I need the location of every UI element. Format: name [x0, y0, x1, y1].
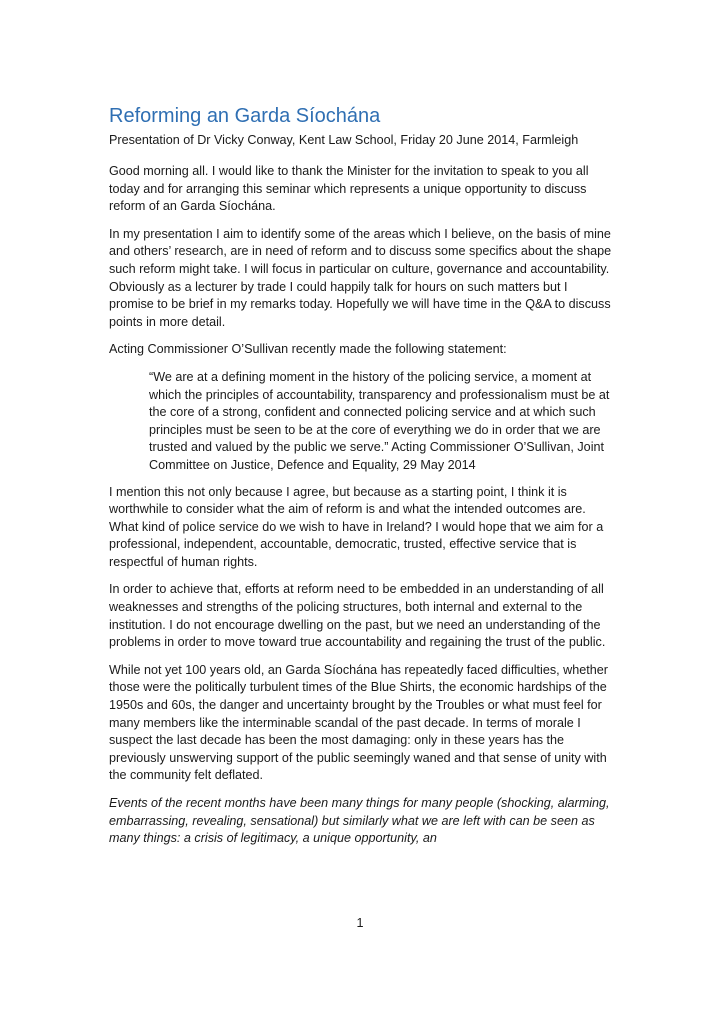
paragraph-aim-of-reform: I mention this not only because I agree, but because as a starting point, I think it is worthwhile to consider what the aim of reform is and what the intended outcomes are. What kind of police service do we wish to have in Ireland? I would hope that we aim for a professional, independent, accountable, democratic, trusted, effective service that is respectful of human rights.	[109, 484, 604, 569]
document-subtitle: Presentation of Dr Vicky Conway, Kent Law School, Friday 20 June 2014, Farmleigh	[109, 133, 579, 147]
paragraph-history-difficulties: While not yet 100 years old, an Garda Síochána has repeatedly faced difficulties, whether those were the politically turbulent times of the Blue Shirts, the economic hardships of the 1950s and 60s, the danger and uncertainty brought by the Troubles or what must feel for many members like the interminable scandal of the past decade. In terms of morale I suspect the last decade has been the most damaging: only in these years has the previously unswerving support of the public seemingly waned and that sense of unity with the community felt deflated.	[109, 662, 608, 783]
paragraph-greeting: Good morning all. I would like to thank the Minister for the invitation to speak to you all today and for arranging this seminar which represents a unique opportunity to discuss reform of an Garda Síochána.	[109, 164, 589, 214]
block-quote: “We are at a defining moment in the history of the policing service, a moment at which the principles of accountability, transparency and professionalism must be at the core of a strong, confident and connected policing service and at which such principles must be seen to be at the core of everything we do in order that we are trusted and valued by the public we serve.” Acting Commissioner O’Sullivan, Joint Committee on Justice, Defence and Equality, 29 May 2014	[149, 369, 610, 472]
document-title: Reforming an Garda Síochána	[109, 105, 381, 127]
paragraph-understanding-weaknesses: In order to achieve that, efforts at reform need to be embedded in an understanding of all weaknesses and strengths of the policing structures, both internal and external to the institution. I do not encourage dwelling on the past, but we need an understanding of the problems in order to move toward true accountability and regaining the trust of the public.	[109, 582, 606, 650]
paragraph-presentation-aims: In my presentation I aim to identify some of the areas which I believe, on the basis of mine and others’ research, are in need of reform and to discuss some specifics about the shape such reform might take. I will focus in particular on culture, governance and accountability. Obviously as a lecturer by trade I could happily talk for hours on such matters but I promise to be brief in my remarks today. Hopefully we will have time in the Q&A to discuss points in more detail.	[109, 226, 612, 329]
page-number: 1	[356, 916, 364, 930]
paragraph-statement-intro: Acting Commissioner O’Sullivan recently made the following statement:	[109, 342, 507, 357]
paragraph-recent-events: Events of the recent months have been many things for many people (shocking, alarming, embarrassing, revealing, sensational) but similarly what we are left with can be seen as many things: a crisis of legitimacy, a unique opportunity, an	[109, 796, 610, 846]
